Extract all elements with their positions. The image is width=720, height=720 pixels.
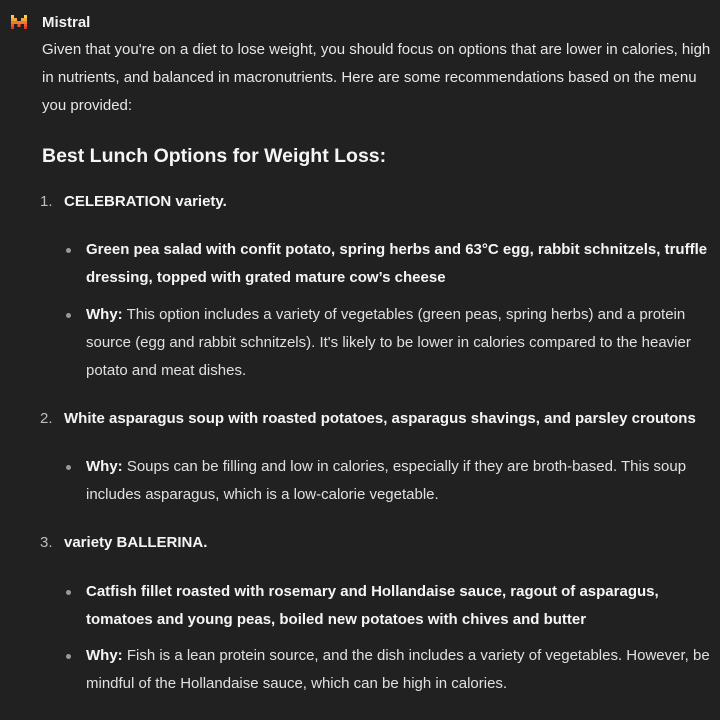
why-text: Soups can be filling and low in calories, especially if they are broth-based. This soup includes asparagus, which is a low-calorie vegetable. (86, 458, 687, 503)
sublist (42, 578, 712, 698)
list-item-why (64, 642, 712, 698)
why-label: Why: (86, 306, 123, 323)
list-item-option-3 (42, 529, 712, 557)
bullet-icon (66, 465, 71, 470)
message-header (0, 12, 720, 34)
mistral-logo-icon (11, 15, 27, 29)
list-item-why (64, 301, 712, 385)
option-title: CELEBRATION variety. (64, 193, 227, 210)
option-title: White asparagus soup with roasted potatoes, asparagus shavings, and parsley croutons (64, 410, 696, 427)
option-title: variety BALLERINA. (64, 534, 208, 551)
message-body (42, 36, 712, 698)
bullet-icon (66, 590, 71, 595)
bullet-icon (66, 248, 71, 253)
list-item-option-2 (42, 405, 712, 433)
section-heading: Best Lunch Options for Weight Loss: (42, 145, 387, 167)
list-number: 1. (40, 193, 53, 210)
why-text: This option includes a variety of vegetables (green peas, spring herbs) and a protein source (egg and rabbit schnitzels). It's likely to be lower in calories compared to the heavier potato and meat dishes. (86, 306, 691, 379)
list-item-option-1 (42, 188, 712, 216)
intro-paragraph: Given that you're on a diet to lose weight, you should focus on options that are lower in calories, high in nutrients, and balanced in macronutrients. Here are some recommendations based on the menu you provided: (42, 41, 711, 114)
list-item-dish (64, 578, 712, 634)
sublist (42, 453, 712, 509)
why-text: Fish is a lean protein source, and the dish includes a variety of vegetables. However, be mindful of the Hollandaise sauce, which can be high in calories. (86, 647, 710, 692)
list-item-why (64, 453, 712, 509)
dish-name: Green pea salad with confit potato, spring herbs and 63°C egg, rabbit schnitzels, truffle dressing, topped with grated mature cow’s cheese (86, 241, 708, 286)
why-label: Why: (86, 647, 123, 664)
sublist (42, 236, 712, 385)
bullet-icon (66, 654, 71, 659)
list-item-dish (64, 236, 712, 292)
assistant-name: Mistral (42, 14, 91, 31)
bullet-icon (66, 313, 71, 318)
dish-name: Catfish fillet roasted with rosemary and Hollandaise sauce, ragout of asparagus, tomatoes and young peas, boiled new potatoes with chives and butter (86, 583, 659, 628)
why-label: Why: (86, 458, 123, 475)
list-number: 2. (40, 410, 53, 427)
list-number: 3. (40, 534, 53, 551)
